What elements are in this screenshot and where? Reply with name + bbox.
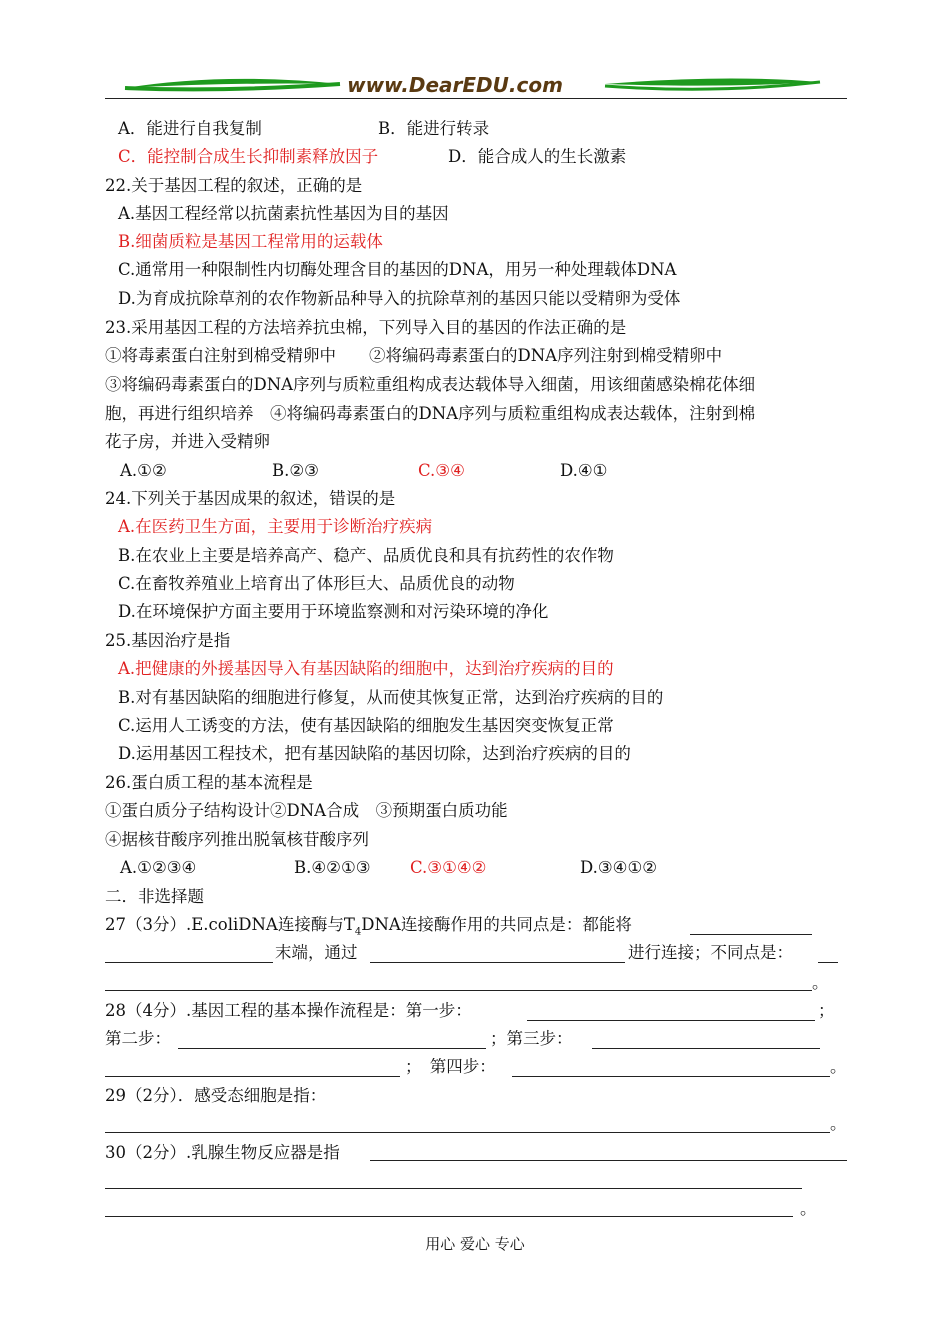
q28-end: 。 [830,1057,847,1076]
q23-statement-2: ③将编码毒素蛋白的DNA序列与质粒重组构成表达载体导入细菌，用该细菌感染棉花体细 [105,375,756,394]
q24-option-a: A.在医药卫生方面，主要用于诊断治疗疾病 [118,517,433,536]
q28-step3-label: ；第三步： [490,1029,573,1048]
q24-stem: 24.下列关于基因成果的叙述，错误的是 [105,489,396,508]
q27-line2-a: 末端，通过 [275,943,358,962]
q23-statement-4: 花子房，并进入受精卵 [105,432,270,451]
q21-option-c: C．能控制合成生长抑制素释放因子 [118,147,379,166]
q21-option-d: D．能合成人的生长激素 [448,147,627,166]
q26-option-b: B.④②①③ [294,858,371,877]
q21-option-a: A．能进行自我复制 [118,119,262,138]
q23-option-a: A.①② [120,461,167,480]
q28-blank-5[interactable] [512,1076,830,1077]
q22-option-c: C.通常用一种限制性内切酶处理含目的基因的DNA，用另一种处理载体DNA [118,260,677,279]
page-footer: 用心 爱心 专心 [425,1235,525,1253]
q25-option-a: A.把健康的外援基因导入有基因缺陷的细胞中，达到治疗疾病的目的 [118,659,614,678]
q27-stem [105,914,632,943]
q27-part2: DNA连接酶作用的共同点是：都能将 [361,915,632,934]
q28-blank-1[interactable] [527,1020,815,1021]
q27-line2-b: 进行连接；不同点是： [628,943,793,962]
q23-stem: 23.采用基因工程的方法培养抗虫棉，下列导入目的基因的作法正确的是 [105,318,627,337]
q24-option-c: C.在畜牧养殖业上培育出了体形巨大、品质优良的动物 [118,574,515,593]
q28-step2-label: 第二步： [105,1029,171,1048]
q28-blank-3[interactable] [592,1048,820,1049]
q23-option-d: D.④① [560,461,608,480]
q21-option-b: B．能进行转录 [378,119,490,138]
q26-option-a: A.①②③④ [120,858,197,877]
q28-blank-4[interactable] [105,1076,400,1077]
q27-subscript: 4 [354,926,362,938]
q24-option-b: B.在农业上主要是培养高产、稳产、品质优良和具有抗药性的农作物 [118,546,614,565]
q28-step4-label: ； 第四步： [405,1057,496,1076]
q26-statement-2: ④据核苷酸序列推出脱氧核苷酸序列 [105,830,369,849]
q27-part1: 27（3分）.E.coliDNA连接酶与T [105,915,355,934]
q27-blank-1[interactable] [690,934,812,935]
site-header [105,70,847,100]
site-logo[interactable]: www.DearEDU.com [347,73,563,97]
q29-stem: 29（2分）．感受态细胞是指： [105,1086,327,1105]
q26-stem: 26.蛋白质工程的基本流程是 [105,773,313,792]
q26-statement-1: ①蛋白质分子结构设计②DNA合成 ③预期蛋白质功能 [105,801,508,820]
q27-blank-2[interactable] [105,962,273,963]
q27-end: 。 [812,973,829,992]
q25-option-b: B.对有基因缺陷的细胞进行修复，从而使其恢复正常，达到治疗疾病的目的 [118,688,664,707]
header-divider [105,98,847,99]
q24-option-d: D.在环境保护方面主要用于环境监察测和对污染环境的净化 [118,602,549,621]
q22-option-b: B.细菌质粒是基因工程常用的运载体 [118,232,383,251]
q29-end: 。 [830,1114,847,1133]
q30-end: 。 [800,1199,817,1218]
q27-blank-3[interactable] [370,962,625,963]
q23-statement-1: ①将毒素蛋白注射到棉受精卵中 ②将编码毒素蛋白的DNA序列注射到棉受精卵中 [105,346,723,365]
q28-semicolon-1: ； [818,1001,835,1020]
q26-option-d: D.③④①② [580,858,658,877]
q23-option-b: B.②③ [272,461,319,480]
q30-blank-1[interactable] [370,1160,847,1161]
q22-option-d: D.为育成抗除草剂的农作物新品种导入的抗除草剂的基因只能以受精卵为受体 [118,289,681,308]
q23-option-c: C.③④ [418,461,465,480]
q30-blank-2[interactable] [105,1188,802,1189]
q27-blank-4[interactable] [818,962,838,963]
q26-option-c: C.③①④② [410,858,487,877]
q22-option-a: A.基因工程经常以抗菌素抗性基因为目的基因 [118,204,449,223]
q28-stem: 28（4分）.基因工程的基本操作流程是：第一步： [105,1001,472,1020]
q25-stem: 25.基因治疗是指 [105,631,231,650]
q28-blank-2[interactable] [178,1048,486,1049]
q29-blank[interactable] [105,1132,830,1133]
q25-option-d: D.运用基因工程技术，把有基因缺陷的基因切除，达到治疗疾病的目的 [118,744,631,763]
q23-statement-3: 胞，再进行组织培养 ④将编码毒素蛋白的DNA序列与质粒重组构成表达载体，注射到棉 [105,404,756,423]
q22-stem: 22.关于基因工程的叙述，正确的是 [105,176,363,195]
section-heading: 二．非选择题 [105,887,204,906]
q25-option-c: C.运用人工诱变的方法，使有基因缺陷的细胞发生基因突变恢复正常 [118,716,614,735]
q27-blank-5[interactable] [105,990,812,991]
q30-stem: 30（2分）.乳腺生物反应器是指 [105,1143,340,1162]
q30-blank-3[interactable] [105,1216,793,1217]
